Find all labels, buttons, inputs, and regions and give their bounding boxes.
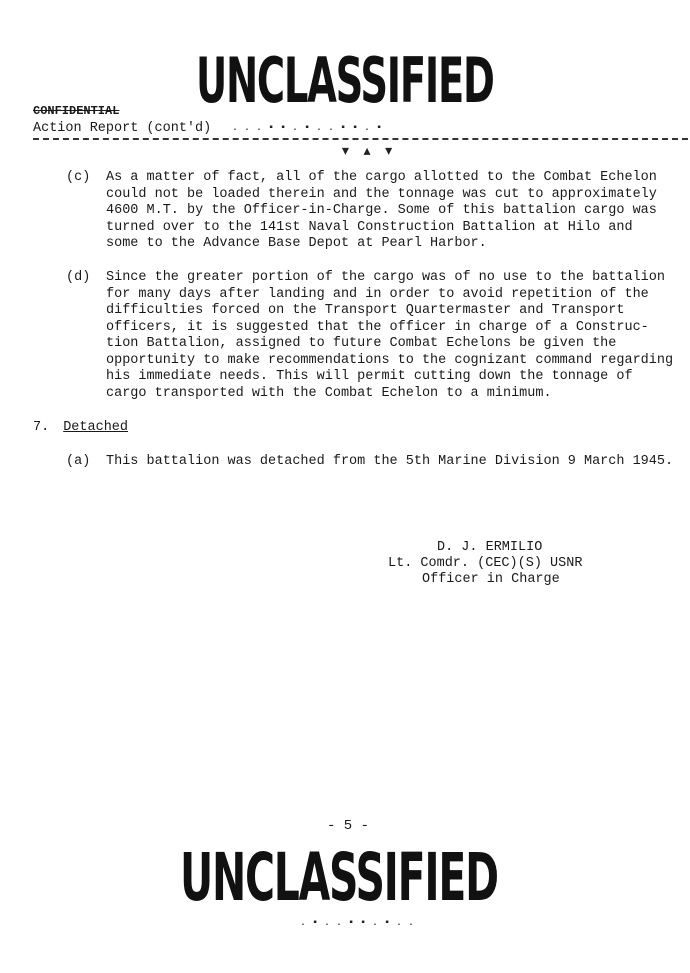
paragraph-text <box>106 270 690 402</box>
paragraph-label: (c) <box>66 170 91 185</box>
text-line: As a matter of fact, all of the cargo allotted to the Combat Echelon <box>106 170 657 185</box>
signature-role: Officer in Charge <box>422 572 560 587</box>
section-7-heading <box>33 420 128 435</box>
section-title: Detached <box>63 420 129 435</box>
paragraph-label: (d) <box>66 270 91 285</box>
text-line: officers, it is suggested that the officer in charge of a Construc- <box>106 319 649 335</box>
text-line: tion Battalion, assigned to future Combat Echelons be given the <box>106 336 617 351</box>
stamp-speckle: ▾ ▴ ▾ <box>340 142 395 162</box>
text-line: some to the Advance Base Depot at Pearl Harbor. <box>106 236 487 251</box>
text-line: could not be loaded therein and the tonnage was cut to approximately <box>106 186 657 202</box>
signature-rank: Lt. Comdr. (CEC)(S) USNR <box>388 556 583 571</box>
text-line: opportunity to make recommendations to the cognizant command regarding <box>106 352 674 368</box>
stamp-speckle: . . . ▪ ▪ . ▪ . . ▪ ▪ . ▪ <box>232 123 383 134</box>
text-line: cargo transported with the Combat Echelon to a minimum. <box>106 385 552 401</box>
section-number: 7. <box>33 420 50 435</box>
text-line: 4600 M.T. by the Officer-in-Charge. Some of this battalion cargo was <box>106 203 657 218</box>
struck-classification: CONFIDENTIAL <box>33 104 120 118</box>
paragraph-text <box>106 170 690 253</box>
paragraph-text <box>106 454 690 471</box>
page-number: - 5 - <box>327 818 370 834</box>
page-header-title: Action Report (cont'd) <box>33 121 212 136</box>
text-line: his immediate needs. This will permit cutting down the tonnage of <box>106 369 633 384</box>
text-line: This battalion was detached from the 5th Marine Division 9 March 1945. <box>106 454 674 469</box>
text-line: Since the greater portion of the cargo was of no use to the battalion <box>106 270 665 285</box>
text-line: difficulties forced on the Transport Quartermaster and Transport <box>106 303 625 318</box>
stamp-speckle: . ▪ . . ▪ ▪ . ▪ . . <box>300 918 415 929</box>
signature-name: D. J. ERMILIO <box>437 540 543 555</box>
text-line: turned over to the 141st Naval Construction Battalion at Hilo and <box>106 219 633 235</box>
text-line: for many days after landing and in order to avoid repetition of the <box>106 286 649 302</box>
paragraph-label: (a) <box>66 454 91 469</box>
unclassified-stamp-top: UNCLASSIFIED <box>196 44 494 117</box>
unclassified-stamp-bottom: UNCLASSIFIED <box>180 839 498 916</box>
